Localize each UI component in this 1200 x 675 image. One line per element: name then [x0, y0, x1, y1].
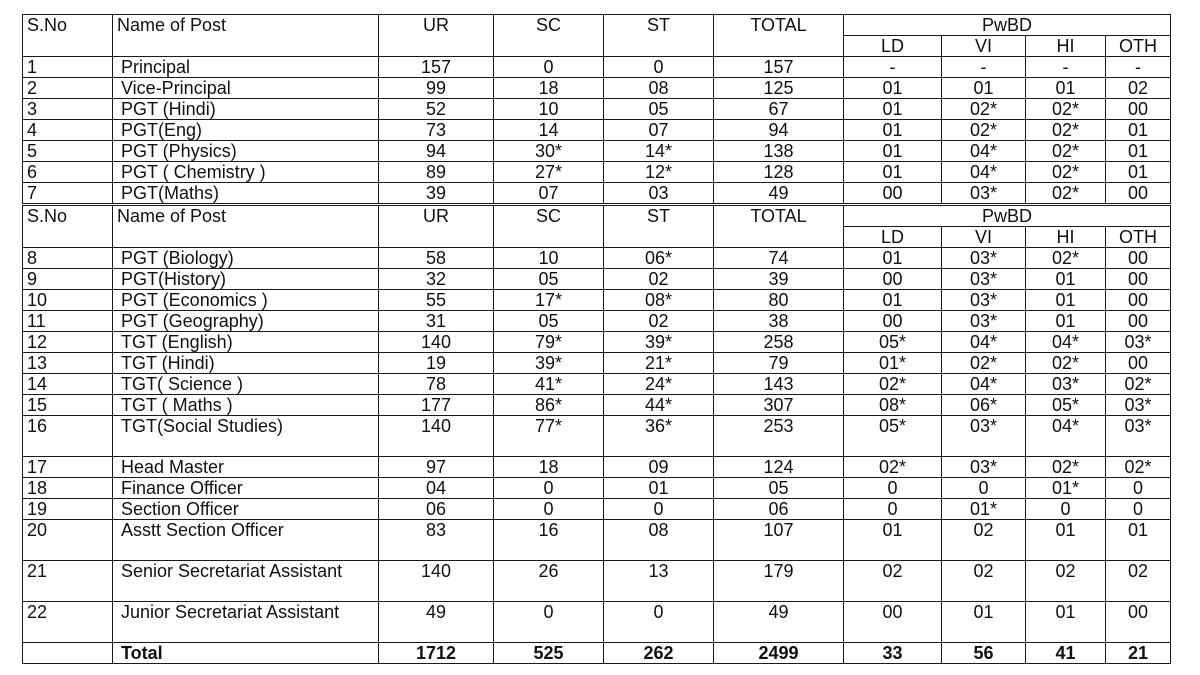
cell-sno: 11 — [23, 311, 113, 332]
cell-vi: 04* — [942, 374, 1026, 395]
cell-hi: 02* — [1026, 457, 1106, 478]
cell-ld: 00 — [844, 311, 942, 332]
cell-vi: 03* — [942, 311, 1026, 332]
cell-sno: 21 — [23, 561, 113, 602]
cell-hi: 03* — [1026, 374, 1106, 395]
cell-oth: 00 — [1106, 248, 1171, 269]
cell-vi: 02 — [942, 561, 1026, 602]
cell-vi: 01* — [942, 499, 1026, 520]
cell-total: 125 — [714, 78, 844, 99]
header-sc: SC — [494, 206, 604, 248]
cell-st: 09 — [604, 457, 714, 478]
cell-oth: 01 — [1106, 162, 1171, 183]
cell-sc: 10 — [494, 99, 604, 120]
table-row — [23, 478, 1171, 499]
cell-ld: 00 — [844, 183, 942, 204]
cell-ur: 140 — [379, 332, 494, 353]
cell-total: 253 — [714, 416, 844, 457]
cell-ld: 0 — [844, 478, 942, 499]
header-total: TOTAL — [714, 15, 844, 57]
cell-ld: 01 — [844, 99, 942, 120]
cell-sno: 17 — [23, 457, 113, 478]
cell-st: 36* — [604, 416, 714, 457]
cell-st: 14* — [604, 141, 714, 162]
cell-sno: 12 — [23, 332, 113, 353]
cell-vi: 02* — [942, 353, 1026, 374]
cell-hi: 01 — [1026, 290, 1106, 311]
cell-total: 258 — [714, 332, 844, 353]
cell-st: 08 — [604, 78, 714, 99]
cell-hi: 01 — [1026, 520, 1106, 561]
cell-total: 143 — [714, 374, 844, 395]
cell-sc: 0 — [494, 57, 604, 78]
cell-sc: 30* — [494, 141, 604, 162]
cell-vi: 03* — [942, 183, 1026, 204]
cell-vi: 04* — [942, 162, 1026, 183]
cell-ur: 140 — [379, 416, 494, 457]
cell-hi: 04* — [1026, 416, 1106, 457]
table-row — [23, 162, 1171, 183]
cell-hi: 02* — [1026, 162, 1106, 183]
cell-ur: 1712 — [379, 643, 494, 664]
cell-total: 49 — [714, 602, 844, 643]
table-row — [23, 248, 1171, 269]
cell-st: 13 — [604, 561, 714, 602]
cell-total: 49 — [714, 183, 844, 204]
cell-total: 179 — [714, 561, 844, 602]
cell-total: 67 — [714, 99, 844, 120]
cell-ld: 01 — [844, 520, 942, 561]
cell-post: Junior Secretariat Assistant — [113, 602, 379, 643]
cell-sno: 8 — [23, 248, 113, 269]
table-row — [23, 269, 1171, 290]
cell-ld: 00 — [844, 269, 942, 290]
header-ld: LD — [844, 36, 942, 57]
table-row — [23, 141, 1171, 162]
cell-ld: 01* — [844, 353, 942, 374]
cell-post: PGT (Biology) — [113, 248, 379, 269]
cell-hi: 05* — [1026, 395, 1106, 416]
cell-sc: 79* — [494, 332, 604, 353]
cell-sc: 39* — [494, 353, 604, 374]
cell-post: TGT (English) — [113, 332, 379, 353]
cell-sc: 16 — [494, 520, 604, 561]
cell-oth: 02* — [1106, 374, 1171, 395]
cell-vi: 03* — [942, 290, 1026, 311]
cell-ld: 01 — [844, 162, 942, 183]
cell-oth: 0 — [1106, 478, 1171, 499]
header-pwbd: PwBD — [844, 15, 1171, 36]
cell-post: Asstt Section Officer — [113, 520, 379, 561]
cell-vi: 02* — [942, 99, 1026, 120]
table-row — [23, 520, 1171, 561]
table-row — [23, 499, 1171, 520]
cell-st: 08 — [604, 520, 714, 561]
header-total: TOTAL — [714, 206, 844, 248]
cell-sno: 20 — [23, 520, 113, 561]
cell-hi: 04* — [1026, 332, 1106, 353]
cell-st: 05 — [604, 99, 714, 120]
cell-ur: 58 — [379, 248, 494, 269]
cell-sno: 4 — [23, 120, 113, 141]
header-sc: SC — [494, 15, 604, 57]
cell-sc: 14 — [494, 120, 604, 141]
cell-st: 0 — [604, 57, 714, 78]
table-row — [23, 602, 1171, 643]
header-oth: OTH — [1106, 36, 1171, 57]
table-row — [23, 290, 1171, 311]
cell-oth: 02* — [1106, 457, 1171, 478]
header-ur: UR — [379, 206, 494, 248]
cell-st: 0 — [604, 499, 714, 520]
cell-vi: 03* — [942, 248, 1026, 269]
cell-st: 02 — [604, 311, 714, 332]
cell-sno: 15 — [23, 395, 113, 416]
cell-st: 12* — [604, 162, 714, 183]
cell-hi: 02 — [1026, 561, 1106, 602]
cell-total: 74 — [714, 248, 844, 269]
cell-ur: 39 — [379, 183, 494, 204]
cell-post: Head Master — [113, 457, 379, 478]
cell-post: PGT(Eng) — [113, 120, 379, 141]
cell-hi: 02* — [1026, 99, 1106, 120]
cell-ur: 83 — [379, 520, 494, 561]
cell-ur: 73 — [379, 120, 494, 141]
cell-sc: 18 — [494, 78, 604, 99]
cell-sno: 18 — [23, 478, 113, 499]
cell-oth: 02 — [1106, 78, 1171, 99]
cell-ur: 140 — [379, 561, 494, 602]
header-pwbd: PwBD — [844, 206, 1171, 227]
cell-post: PGT (Economics ) — [113, 290, 379, 311]
cell-oth: 00 — [1106, 311, 1171, 332]
cell-total: 94 — [714, 120, 844, 141]
header-vi: VI — [942, 227, 1026, 248]
cell-st: 08* — [604, 290, 714, 311]
cell-oth: 03* — [1106, 395, 1171, 416]
cell-total: 107 — [714, 520, 844, 561]
cell-sno: 9 — [23, 269, 113, 290]
cell-ld: 01 — [844, 141, 942, 162]
cell-sno: 22 — [23, 602, 113, 643]
cell-post: Senior Secretariat Assistant — [113, 561, 379, 602]
cell-sc: 18 — [494, 457, 604, 478]
cell-post: PGT ( Chemistry ) — [113, 162, 379, 183]
cell-ur: 94 — [379, 141, 494, 162]
cell-hi: 02* — [1026, 183, 1106, 204]
table-row — [23, 416, 1171, 457]
cell-sc: 0 — [494, 602, 604, 643]
cell-sc: 07 — [494, 183, 604, 204]
cell-oth: 00 — [1106, 183, 1171, 204]
cell-post: Total — [113, 643, 379, 664]
header-oth: OTH — [1106, 227, 1171, 248]
cell-post: Principal — [113, 57, 379, 78]
cell-total: 38 — [714, 311, 844, 332]
cell-oth: 21 — [1106, 643, 1171, 664]
cell-sno: 5 — [23, 141, 113, 162]
cell-st: 0 — [604, 602, 714, 643]
cell-hi: 41 — [1026, 643, 1106, 664]
table-row — [23, 57, 1171, 78]
cell-sno: 3 — [23, 99, 113, 120]
cell-st: 07 — [604, 120, 714, 141]
cell-oth: 00 — [1106, 99, 1171, 120]
cell-sc: 10 — [494, 248, 604, 269]
table-row — [23, 311, 1171, 332]
cell-ld: 0 — [844, 499, 942, 520]
cell-ur: 49 — [379, 602, 494, 643]
cell-ld: 05* — [844, 332, 942, 353]
table-row — [23, 353, 1171, 374]
cell-vi: 03* — [942, 416, 1026, 457]
cell-sc: 77* — [494, 416, 604, 457]
cell-vi: 03* — [942, 269, 1026, 290]
cell-oth: 00 — [1106, 290, 1171, 311]
cell-post: PGT(History) — [113, 269, 379, 290]
table-row — [23, 561, 1171, 602]
table-row — [23, 395, 1171, 416]
cell-ur: 31 — [379, 311, 494, 332]
cell-ld: 01 — [844, 290, 942, 311]
cell-ur: 32 — [379, 269, 494, 290]
cell-ld: 02* — [844, 374, 942, 395]
table-row — [23, 183, 1171, 204]
cell-ld: 08* — [844, 395, 942, 416]
table-row — [23, 99, 1171, 120]
cell-oth: 01 — [1106, 120, 1171, 141]
cell-vi: 02 — [942, 520, 1026, 561]
cell-st: 44* — [604, 395, 714, 416]
cell-total: 39 — [714, 269, 844, 290]
header-sno: S.No — [23, 15, 113, 57]
cell-sc: 0 — [494, 478, 604, 499]
cell-vi: 04* — [942, 332, 1026, 353]
cell-ur: 06 — [379, 499, 494, 520]
table-row — [23, 374, 1171, 395]
cell-post: TGT (Hindi) — [113, 353, 379, 374]
cell-ur: 89 — [379, 162, 494, 183]
cell-ur: 177 — [379, 395, 494, 416]
cell-post: TGT( Science ) — [113, 374, 379, 395]
cell-post: TGT ( Maths ) — [113, 395, 379, 416]
cell-vi: 04* — [942, 141, 1026, 162]
cell-sc: 05 — [494, 269, 604, 290]
cell-sno: 19 — [23, 499, 113, 520]
header-sno: S.No — [23, 206, 113, 248]
cell-post: PGT (Physics) — [113, 141, 379, 162]
table-body-part-1 — [23, 57, 1171, 204]
cell-oth: 00 — [1106, 602, 1171, 643]
cell-st: 21* — [604, 353, 714, 374]
cell-sc: 0 — [494, 499, 604, 520]
cell-total: 06 — [714, 499, 844, 520]
cell-vi: 06* — [942, 395, 1026, 416]
cell-total: 2499 — [714, 643, 844, 664]
cell-st: 06* — [604, 248, 714, 269]
cell-vi: 02* — [942, 120, 1026, 141]
cell-st: 03 — [604, 183, 714, 204]
header-ld: LD — [844, 227, 942, 248]
header-st: ST — [604, 15, 714, 57]
cell-hi: 01 — [1026, 311, 1106, 332]
cell-st: 01 — [604, 478, 714, 499]
cell-vi: 0 — [942, 478, 1026, 499]
cell-total: 128 — [714, 162, 844, 183]
cell-ld: 01 — [844, 78, 942, 99]
header-hi: HI — [1026, 36, 1106, 57]
cell-oth: 01 — [1106, 520, 1171, 561]
cell-oth: 00 — [1106, 353, 1171, 374]
cell-ld: - — [844, 57, 942, 78]
posts-table-part-2 — [22, 205, 1171, 664]
cell-total: 80 — [714, 290, 844, 311]
cell-ur: 19 — [379, 353, 494, 374]
header-vi: VI — [942, 36, 1026, 57]
cell-post: Vice-Principal — [113, 78, 379, 99]
cell-sc: 86* — [494, 395, 604, 416]
cell-sno: 16 — [23, 416, 113, 457]
cell-st: 24* — [604, 374, 714, 395]
cell-sno: 13 — [23, 353, 113, 374]
cell-sno: 2 — [23, 78, 113, 99]
cell-ur: 52 — [379, 99, 494, 120]
cell-ur: 78 — [379, 374, 494, 395]
cell-ld: 01 — [844, 248, 942, 269]
cell-sc: 525 — [494, 643, 604, 664]
header-post: Name of Post — [113, 15, 379, 57]
cell-hi: 01 — [1026, 78, 1106, 99]
cell-post: PGT(Maths) — [113, 183, 379, 204]
cell-ld: 05* — [844, 416, 942, 457]
header-post: Name of Post — [113, 206, 379, 248]
cell-post: PGT (Geography) — [113, 311, 379, 332]
cell-total: 157 — [714, 57, 844, 78]
cell-ld: 02* — [844, 457, 942, 478]
cell-sno: 10 — [23, 290, 113, 311]
cell-sc: 05 — [494, 311, 604, 332]
cell-oth: 0 — [1106, 499, 1171, 520]
table-body-part-2 — [23, 248, 1171, 664]
cell-hi: 0 — [1026, 499, 1106, 520]
cell-vi: - — [942, 57, 1026, 78]
cell-hi: 02* — [1026, 353, 1106, 374]
cell-vi: 01 — [942, 78, 1026, 99]
cell-st: 39* — [604, 332, 714, 353]
cell-oth: 03* — [1106, 332, 1171, 353]
cell-ld: 01 — [844, 120, 942, 141]
cell-ur: 55 — [379, 290, 494, 311]
table-row — [23, 78, 1171, 99]
cell-st: 02 — [604, 269, 714, 290]
header-st: ST — [604, 206, 714, 248]
cell-ur: 157 — [379, 57, 494, 78]
cell-sno: 6 — [23, 162, 113, 183]
total-row — [23, 643, 1171, 664]
cell-hi: 01* — [1026, 478, 1106, 499]
posts-table-part-1 — [22, 14, 1171, 204]
cell-st: 262 — [604, 643, 714, 664]
cell-post: Section Officer — [113, 499, 379, 520]
cell-total: 05 — [714, 478, 844, 499]
cell-ld: 00 — [844, 602, 942, 643]
cell-hi: 02* — [1026, 248, 1106, 269]
cell-sc: 41* — [494, 374, 604, 395]
cell-oth: 02 — [1106, 561, 1171, 602]
cell-total: 138 — [714, 141, 844, 162]
cell-sno — [23, 643, 113, 664]
cell-sc: 17* — [494, 290, 604, 311]
cell-ur: 04 — [379, 478, 494, 499]
table-row — [23, 120, 1171, 141]
table-row — [23, 457, 1171, 478]
cell-total: 307 — [714, 395, 844, 416]
cell-vi: 01 — [942, 602, 1026, 643]
cell-ur: 99 — [379, 78, 494, 99]
cell-sno: 14 — [23, 374, 113, 395]
cell-sno: 1 — [23, 57, 113, 78]
cell-hi: 01 — [1026, 269, 1106, 290]
cell-oth: 03* — [1106, 416, 1171, 457]
cell-hi: 02* — [1026, 141, 1106, 162]
cell-ld: 33 — [844, 643, 942, 664]
cell-ld: 02 — [844, 561, 942, 602]
cell-oth: 00 — [1106, 269, 1171, 290]
cell-hi: 02* — [1026, 120, 1106, 141]
cell-post: PGT (Hindi) — [113, 99, 379, 120]
cell-sc: 26 — [494, 561, 604, 602]
cell-hi: - — [1026, 57, 1106, 78]
cell-post: TGT(Social Studies) — [113, 416, 379, 457]
table-row — [23, 332, 1171, 353]
header-ur: UR — [379, 15, 494, 57]
cell-vi: 56 — [942, 643, 1026, 664]
cell-vi: 03* — [942, 457, 1026, 478]
cell-sno: 7 — [23, 183, 113, 204]
cell-post: Finance Officer — [113, 478, 379, 499]
cell-sc: 27* — [494, 162, 604, 183]
cell-oth: - — [1106, 57, 1171, 78]
header-hi: HI — [1026, 227, 1106, 248]
cell-oth: 01 — [1106, 141, 1171, 162]
cell-total: 79 — [714, 353, 844, 374]
cell-hi: 01 — [1026, 602, 1106, 643]
cell-ur: 97 — [379, 457, 494, 478]
cell-total: 124 — [714, 457, 844, 478]
